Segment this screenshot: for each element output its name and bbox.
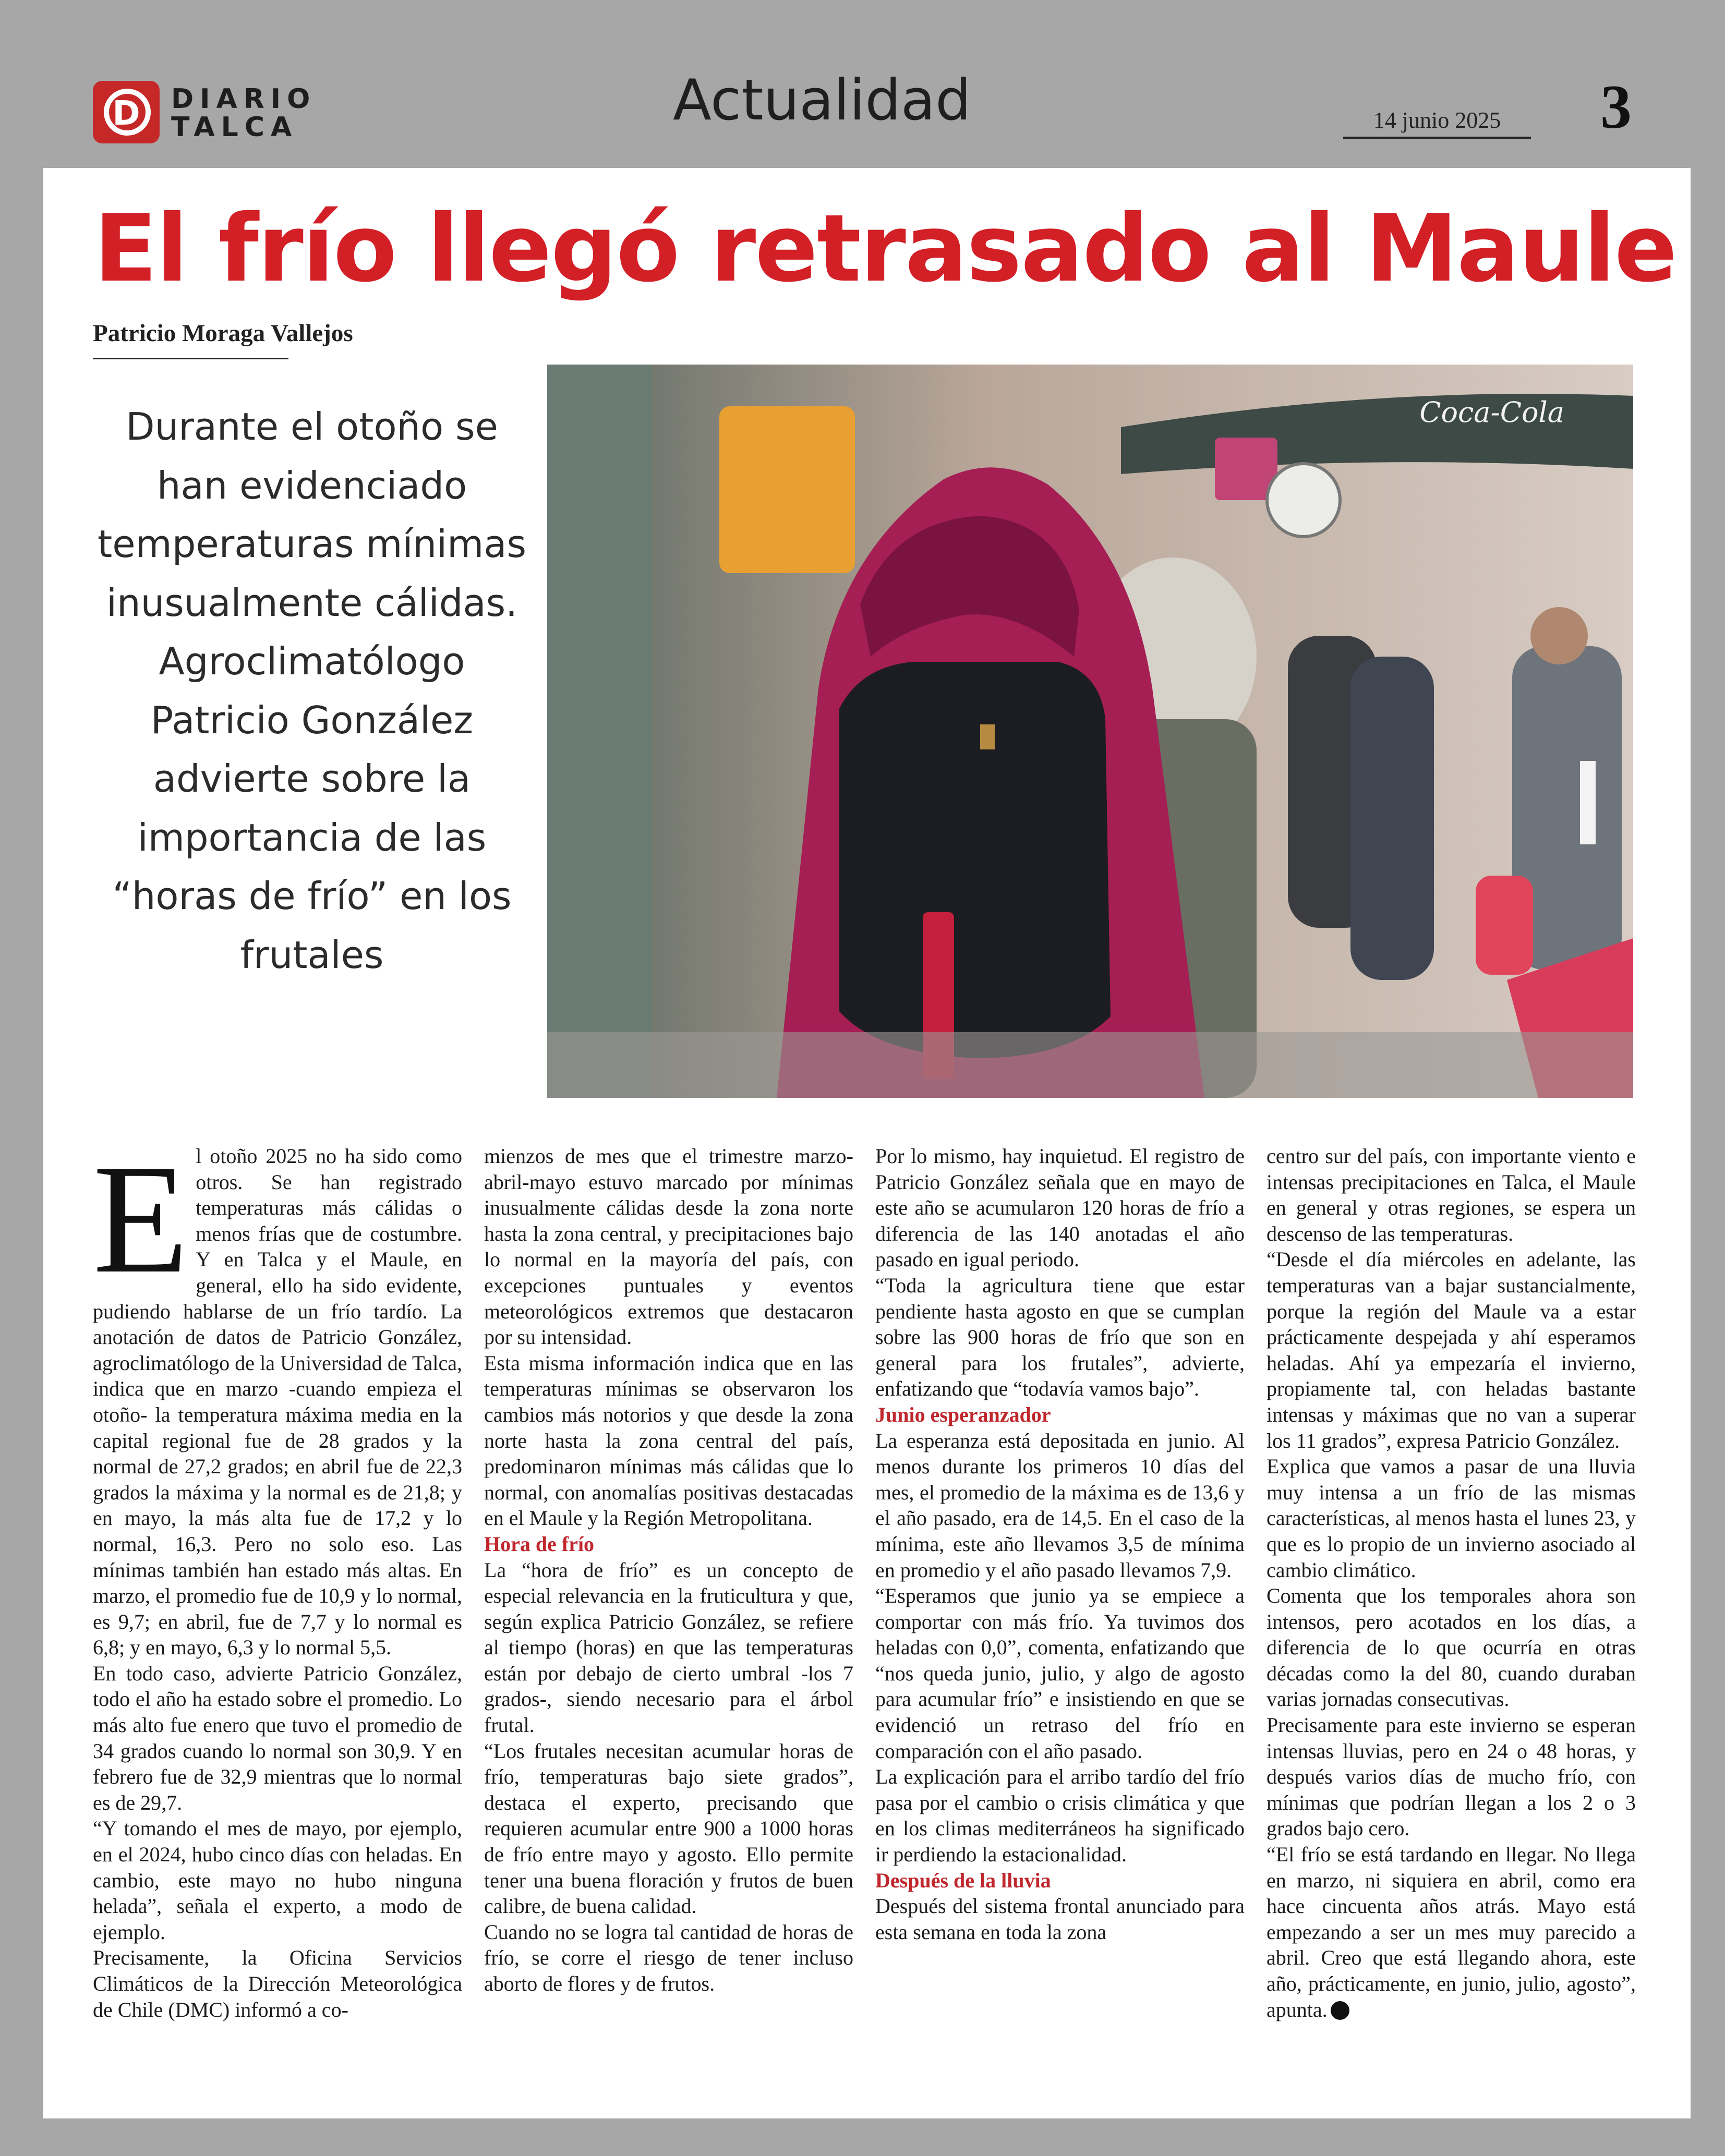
end-of-article-icon [1331, 2001, 1349, 2020]
logo-letter: D [112, 94, 140, 133]
article-byline: Patricio Moraga Vallejos [93, 320, 353, 347]
subheading-hora-de-frio: Hora de frío [484, 1532, 595, 1556]
paragraph: En todo caso, advierte Patricio González, todo el año ha estado sobre el promedio. Lo más alto fue enero que tuvo el promedio de 34 grados cuando lo normal son 30,9. Y en febrero fue de 32,9 mientras que lo normal es de 29,7. [93, 1661, 462, 1814]
logo-line-2: TALCA [171, 112, 298, 143]
paragraph: Explica que vamos a pasar de una lluvia muy intensa a un frío de las mismas características, al menos hasta el lunes 23, y que es lo propio de un invierno asociado al cambio climático. [1266, 1455, 1636, 1582]
article-column-1 [93, 1143, 462, 2103]
street-scene-illustration [547, 365, 1633, 1098]
drop-cap: E [93, 1143, 189, 1305]
section-title: Actualidad [673, 68, 971, 133]
page-number: 3 [1600, 72, 1632, 141]
paragraph: Por lo mismo, hay inquietud. El registro de Patricio González señala que en mayo de este año se acumularon 120 horas de frío a diferencia de las 140 anotadas el año pasado en igual periodo. [875, 1144, 1245, 1271]
paragraph: centro sur del país, con importante viento e intensas precipitaciones en Talca, el Maule en general y otras regiones, se espera un descenso de las temperaturas. [1266, 1144, 1636, 1245]
photo-sign-text: Coca-Cola [1419, 396, 1564, 429]
paragraph: l otoño 2025 no ha sido como otros. Se han registrado temperaturas más cálidas o menos frías que de costumbre. Y en Talca y el Maule, en general, ello ha sido evidente, pudiendo hablarse de un frío tardío. La anotación de datos de Patricio González, agroclimatólogo de la Universidad de Talca, indica que en marzo -cuando empieza el otoño- la temperatura máxima media en la capital regional fue de 28 grados y la normal de 27,2 grados; en abril fue de 22,3 grados la máxima y la normal es de 21,8; y en mayo, la más alta fue de 17,2 y lo normal, 16,3. Pero no solo eso. Las mínimas también han estado más altas. En marzo, el promedio fue de 10,9 y lo normal, es 9,7; en abril, fue de 7,7 y lo normal es 6,8; y en mayo, 6,3 y lo normal 5,5. [93, 1144, 462, 1660]
diario-talca-logo [93, 81, 317, 143]
paragraph: “Los frutales necesitan acumular horas de frío, temperaturas bajo siete grados”, destaca el experto, precisando que requieren acumular entre 900 a 1000 horas de frío entre mayo y agosto. Ello permite tener una buena floración y frutos de buen calibre, de buena calidad. [484, 1739, 853, 1918]
paragraph-text: “El frío se está tardando en llegar. No llega en marzo, ni siquiera en abril, como era hace cincuenta años atrás. Mayo está empezando a ser un mes muy parecido a abril. Creo que está llegando ahora, este año, prácticamente, en junio, julio, agosto”, apunta. [1266, 1843, 1636, 2021]
paragraph: La esperanza está depositada en junio. Al menos durante los primeros 10 días del mes, el promedio de la máxima es de 13,6 y el año pasado, era de 14,5. En el caso de la mínima, este año llevamos 3,5 de mínima en promedio y el año pasado llevamos 7,9. [875, 1428, 1245, 1582]
article-headline: El frío llegó retrasado al Maule [94, 195, 1676, 302]
paragraph: Precisamente para este invierno se esperan intensas lluvias, pero en 24 o 48 horas, y después varios días de mucho frío, con mínimas que podrían llegan a los 2 o 3 grados bajo cero. [1266, 1713, 1636, 1840]
paragraph: La explicación para el arribo tardío del frío pasa por el cambio o crisis climática y que en los climas mediterráneos ha significado ir perdiendo la estacionalidad. [875, 1765, 1245, 1867]
logo-line-1: DIARIO [171, 83, 317, 115]
paragraph: Comenta que los temporales ahora son intensos, pero acotados en los días, a diferencia de lo que ocurría en otras décadas como la del 80, cuando duraban varias jornadas consecutivas. [1266, 1584, 1636, 1711]
closing-paragraph [1266, 1842, 1636, 2022]
logo-mark-icon [93, 81, 160, 143]
article-column-2 [484, 1143, 853, 2103]
paragraph: Cuando no se logra tal cantidad de horas de frío, se corre el riesgo de tener incluso aborto de flores y de frutos. [484, 1920, 853, 1995]
paragraph: Esta misma información indica que en las temperaturas mínimas se observaron los cambios más notorios y que desde la zona norte hasta la zona central del país, predominaron mínimas más cálidas que lo normal, con anomalías positivas destacadas en el Maule y la Región Metropolitana. [484, 1351, 853, 1530]
paragraph: La “hora de frío” es un concepto de especial relevancia en la fruticultura y que, según explica Patricio González, se refiere al tiempo (horas) en que las temperaturas están por debajo de cierto umbral -los 7 grados-, siendo necesario para el árbol frutal. [484, 1558, 853, 1737]
article-column-4 [1266, 1143, 1636, 2103]
paragraph: Después del sistema frontal anunciado para esta semana en toda la zona [875, 1894, 1245, 1944]
subheading-despues-de-la-lluvia: Después de la lluvia [875, 1868, 1051, 1892]
article-page [43, 168, 1691, 2118]
logo-name [171, 85, 316, 141]
article-photo [547, 365, 1633, 1098]
paragraph: “Toda la agricultura tiene que estar pendiente hasta agosto en que se cumplan sobre las 900 horas de frío que son en general para los frutales”, advierte, enfatizando que “todavía vamos bajo”. [875, 1273, 1245, 1401]
paragraph: mienzos de mes que el trimestre marzo-abril-mayo estuvo marcado por mínimas inusualmente cálidas desde la zona norte hasta la zona central, y precipitaciones bajo lo normal en la mayoría del país, con excepciones puntuales y eventos meteorológicos extremos que destacaron por su intensidad. [484, 1144, 853, 1349]
paragraph: Precisamente, la Oficina Servicios Climáticos de la Dirección Meteorológica de Chile (DMC) informó a co- [93, 1946, 462, 2021]
paragraph: “Esperamos que junio ya se empiece a comportar con más frío. Ya tuvimos dos heladas con 0,0”, comenta, enfatizando que “nos queda junio, julio, y algo de agosto para acumular frío” e insistiendo en que se evidenció un retraso del frío en comparación con el año pasado. [875, 1584, 1245, 1763]
article-lede: Durante el otoño se han evidenciado temperaturas mínimas inusualmente cálidas. Agroclimatólogo Patricio González advierte sobre la importancia de las “horas de frío” en los frutales [98, 405, 526, 977]
article-column-3 [875, 1143, 1245, 2103]
byline-divider [93, 358, 288, 359]
subheading-junio-esperanzador: Junio esperanzador [875, 1402, 1051, 1426]
issue-date: 14 junio 2025 [1343, 107, 1531, 139]
paragraph: “Y tomando el mes de mayo, por ejemplo, en el 2024, hubo cinco días con heladas. En cambio, este mayo no hubo ninguna helada”, señala el experto, a modo de ejemplo. [93, 1816, 462, 1944]
paragraph: “Desde el día miércoles en adelante, las temperaturas van a bajar sustancialmente, porque la región del Maule va a estar prácticamente despejada y ahí esperamos heladas. Ahí ya empezaría el invierno, propiamente tal, con heladas bastante intensas y máximas que no van a superar los 11 grados”, expresa Patricio González. [1266, 1247, 1636, 1452]
